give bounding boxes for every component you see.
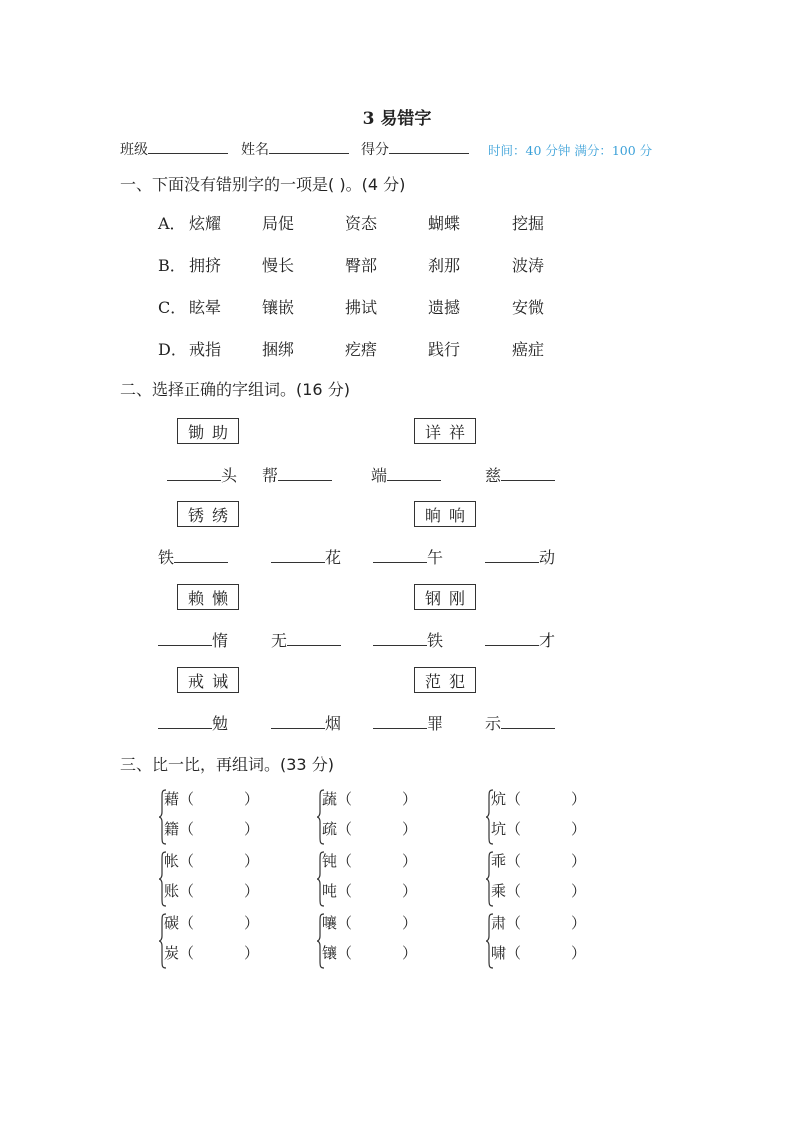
paren-open[interactable]: （ bbox=[337, 914, 353, 932]
option-word: 慢长 bbox=[262, 256, 295, 275]
name-blank[interactable] bbox=[269, 139, 349, 154]
choice-char: 锈 bbox=[187, 505, 204, 525]
pair-char: 钝 bbox=[322, 852, 338, 870]
pair-char: 籍 bbox=[164, 820, 180, 838]
option-label: D． bbox=[158, 340, 187, 359]
paren-close[interactable]: ） bbox=[571, 820, 587, 838]
choice-char: 钢 bbox=[424, 588, 441, 608]
class-blank[interactable] bbox=[148, 139, 228, 154]
fill-char: 铁 bbox=[158, 548, 175, 567]
paren-open[interactable]: （ bbox=[179, 852, 195, 870]
fill-blank[interactable] bbox=[373, 546, 427, 563]
option-word: 挖掘 bbox=[512, 214, 545, 233]
fill-char: 慈 bbox=[485, 466, 502, 485]
char-choice-box bbox=[414, 667, 476, 693]
fill-blank[interactable] bbox=[287, 629, 341, 646]
choice-char: 刚 bbox=[448, 588, 465, 608]
char-choice-box bbox=[177, 418, 239, 444]
paren-open[interactable]: （ bbox=[337, 944, 353, 962]
paren-open[interactable]: （ bbox=[179, 944, 195, 962]
pair-char: 肃 bbox=[491, 914, 507, 932]
paren-close[interactable]: ） bbox=[402, 790, 418, 808]
fill-blank[interactable] bbox=[373, 629, 427, 646]
option-word: 波涛 bbox=[512, 256, 545, 275]
paren-open[interactable]: （ bbox=[179, 882, 195, 900]
pair-line bbox=[164, 818, 259, 839]
fill-blank[interactable] bbox=[167, 464, 221, 481]
compare-pair bbox=[485, 850, 605, 910]
fill-item bbox=[158, 711, 228, 734]
choice-char: 锄 bbox=[187, 422, 204, 442]
option-word: 践行 bbox=[428, 340, 461, 359]
choice-char: 祥 bbox=[448, 422, 465, 442]
option-label: B． bbox=[158, 256, 186, 275]
option-word: 捆绑 bbox=[262, 340, 295, 359]
option-word: 癌症 bbox=[512, 340, 545, 359]
paren-close[interactable]: ） bbox=[571, 790, 587, 808]
fill-char: 端 bbox=[371, 466, 388, 485]
score-blank[interactable] bbox=[389, 139, 469, 154]
fill-item bbox=[262, 463, 332, 486]
option-word: 蝴蝶 bbox=[428, 214, 461, 233]
fill-item bbox=[485, 711, 555, 734]
fill-char: 烟 bbox=[325, 714, 342, 733]
name-field bbox=[241, 139, 349, 159]
paren-close[interactable]: ） bbox=[571, 852, 587, 870]
fill-char: 示 bbox=[485, 714, 502, 733]
fill-blank[interactable] bbox=[158, 712, 212, 729]
option-word: 局促 bbox=[262, 214, 295, 233]
compare-pair bbox=[316, 788, 436, 848]
pair-char: 乘 bbox=[491, 882, 507, 900]
fill-blank[interactable] bbox=[158, 629, 212, 646]
fill-char: 无 bbox=[271, 631, 288, 650]
pair-line bbox=[322, 912, 417, 933]
paren-open[interactable]: （ bbox=[506, 790, 522, 808]
pair-char: 嚷 bbox=[322, 914, 338, 932]
pair-line bbox=[322, 880, 417, 901]
fill-blank[interactable] bbox=[485, 546, 539, 563]
pair-line bbox=[491, 788, 586, 809]
fill-char: 午 bbox=[427, 548, 444, 567]
pair-line bbox=[491, 880, 586, 901]
fill-item bbox=[158, 545, 228, 568]
paren-close[interactable]: ） bbox=[244, 820, 260, 838]
paren-open[interactable]: （ bbox=[506, 820, 522, 838]
fill-blank[interactable] bbox=[174, 546, 228, 563]
paren-open[interactable]: （ bbox=[337, 790, 353, 808]
option-word: 镶嵌 bbox=[262, 298, 295, 317]
fill-blank[interactable] bbox=[373, 712, 427, 729]
fill-item bbox=[373, 545, 443, 568]
pair-line bbox=[322, 818, 417, 839]
compare-pair bbox=[316, 850, 436, 910]
pair-char: 啸 bbox=[491, 944, 507, 962]
char-choice-box bbox=[414, 501, 476, 527]
paren-close[interactable]: ） bbox=[402, 852, 418, 870]
fill-blank[interactable] bbox=[271, 712, 325, 729]
fill-char: 动 bbox=[539, 548, 556, 567]
fill-char: 头 bbox=[221, 466, 238, 485]
option-word: 疙瘩 bbox=[345, 340, 378, 359]
fill-blank[interactable] bbox=[278, 464, 332, 481]
option-word: 眩晕 bbox=[189, 298, 222, 317]
fill-item bbox=[485, 463, 555, 486]
compare-pair bbox=[158, 788, 278, 848]
pair-char: 蔬 bbox=[322, 790, 338, 808]
pair-line bbox=[322, 850, 417, 871]
score-label: 得分 bbox=[361, 142, 389, 158]
compare-pair bbox=[485, 912, 605, 972]
char-choice-box bbox=[414, 418, 476, 444]
fill-char: 勉 bbox=[212, 714, 229, 733]
paren-close[interactable]: ） bbox=[244, 944, 260, 962]
paren-close[interactable]: ） bbox=[571, 944, 587, 962]
option-word: 遗撼 bbox=[428, 298, 461, 317]
paren-open[interactable]: （ bbox=[337, 882, 353, 900]
fill-blank[interactable] bbox=[271, 546, 325, 563]
option-word: 臀部 bbox=[345, 256, 378, 275]
choice-char: 晌 bbox=[424, 505, 441, 525]
paren-open[interactable]: （ bbox=[506, 852, 522, 870]
pair-line bbox=[491, 912, 586, 933]
fill-char: 才 bbox=[539, 631, 556, 650]
paren-close[interactable]: ） bbox=[402, 882, 418, 900]
fill-blank[interactable] bbox=[485, 629, 539, 646]
pair-char: 坑 bbox=[491, 820, 507, 838]
paren-close[interactable]: ） bbox=[244, 852, 260, 870]
fill-char: 花 bbox=[325, 548, 342, 567]
pair-char: 疏 bbox=[322, 820, 338, 838]
pair-char: 账 bbox=[164, 882, 180, 900]
pair-char: 藉 bbox=[164, 790, 180, 808]
choice-char: 响 bbox=[448, 505, 465, 525]
paren-close[interactable]: ） bbox=[244, 790, 260, 808]
paren-close[interactable]: ） bbox=[402, 820, 418, 838]
pair-line bbox=[164, 880, 259, 901]
paren-close[interactable]: ） bbox=[244, 914, 260, 932]
choice-char: 懒 bbox=[211, 588, 228, 608]
char-choice-box bbox=[177, 667, 239, 693]
choice-char: 详 bbox=[424, 422, 441, 442]
choice-char: 绣 bbox=[211, 505, 228, 525]
fill-item bbox=[485, 545, 555, 568]
pair-char: 镶 bbox=[322, 944, 338, 962]
paren-close[interactable]: ） bbox=[244, 882, 260, 900]
paren-close[interactable]: ） bbox=[402, 944, 418, 962]
section1-heading: 一、下面没有错别字的一项是( )。(4 分) bbox=[120, 175, 406, 194]
fill-item bbox=[271, 711, 341, 734]
pair-line bbox=[491, 850, 586, 871]
fill-item bbox=[373, 628, 443, 651]
char-choice-box bbox=[177, 501, 239, 527]
pair-line bbox=[491, 942, 586, 963]
choice-char: 范 bbox=[424, 671, 441, 691]
pair-line bbox=[491, 818, 586, 839]
score-field bbox=[361, 139, 469, 159]
fill-blank[interactable] bbox=[501, 712, 555, 729]
paren-open[interactable]: （ bbox=[179, 820, 195, 838]
paren-close[interactable]: ） bbox=[402, 914, 418, 932]
choice-char: 赖 bbox=[187, 588, 204, 608]
fill-item bbox=[167, 463, 237, 486]
pair-line bbox=[164, 788, 259, 809]
paren-open[interactable]: （ bbox=[506, 914, 522, 932]
paren-open[interactable]: （ bbox=[179, 914, 195, 932]
fill-char: 罪 bbox=[427, 714, 444, 733]
option-word: 戒指 bbox=[189, 340, 222, 359]
fill-blank[interactable] bbox=[501, 464, 555, 481]
fill-item bbox=[485, 628, 555, 651]
pair-char: 碳 bbox=[164, 914, 180, 932]
pair-char: 帐 bbox=[164, 852, 180, 870]
section2-heading: 二、选择正确的字组词。(16 分) bbox=[120, 380, 350, 399]
char-choice-box bbox=[414, 584, 476, 610]
option-word: 安微 bbox=[512, 298, 545, 317]
pair-line bbox=[164, 912, 259, 933]
fill-item bbox=[371, 463, 441, 486]
fill-item bbox=[373, 711, 443, 734]
name-label: 姓名 bbox=[241, 142, 269, 158]
option-word: 刹那 bbox=[428, 256, 461, 275]
paren-open[interactable]: （ bbox=[337, 852, 353, 870]
fill-item bbox=[271, 545, 341, 568]
choice-char: 诫 bbox=[211, 671, 228, 691]
paren-open[interactable]: （ bbox=[506, 944, 522, 962]
paren-open[interactable]: （ bbox=[337, 820, 353, 838]
choice-char: 戒 bbox=[187, 671, 204, 691]
fill-char: 惰 bbox=[212, 631, 229, 650]
fill-item bbox=[158, 628, 228, 651]
choice-char: 犯 bbox=[448, 671, 465, 691]
char-choice-box bbox=[177, 584, 239, 610]
option-word: 拂试 bbox=[345, 298, 378, 317]
paren-open[interactable]: （ bbox=[179, 790, 195, 808]
time-info: 时间：40 分钟 满分：100 分 bbox=[488, 143, 653, 158]
fill-item bbox=[271, 628, 341, 651]
page-title: 3 易错字 bbox=[362, 109, 432, 129]
fill-blank[interactable] bbox=[387, 464, 441, 481]
class-label: 班级 bbox=[120, 142, 148, 158]
pair-line bbox=[322, 942, 417, 963]
option-label: A． bbox=[158, 214, 186, 233]
pair-line bbox=[164, 942, 259, 963]
fill-char: 帮 bbox=[262, 466, 279, 485]
option-label: C． bbox=[158, 298, 187, 317]
fill-char: 铁 bbox=[427, 631, 444, 650]
paren-open[interactable]: （ bbox=[506, 882, 522, 900]
pair-char: 炕 bbox=[491, 790, 507, 808]
pair-char: 乖 bbox=[491, 852, 507, 870]
section3-heading: 三、比一比，再组词。(33 分) bbox=[120, 755, 334, 774]
compare-pair bbox=[485, 788, 605, 848]
pair-char: 吨 bbox=[322, 882, 338, 900]
pair-char: 炭 bbox=[164, 944, 180, 962]
option-word: 炫耀 bbox=[189, 214, 222, 233]
compare-pair bbox=[158, 912, 278, 972]
paren-close[interactable]: ） bbox=[571, 882, 587, 900]
paren-close[interactable]: ） bbox=[571, 914, 587, 932]
compare-pair bbox=[316, 912, 436, 972]
class-field bbox=[120, 139, 228, 159]
choice-char: 助 bbox=[211, 422, 228, 442]
option-word: 资态 bbox=[345, 214, 378, 233]
option-word: 拥挤 bbox=[189, 256, 222, 275]
pair-line bbox=[164, 850, 259, 871]
pair-line bbox=[322, 788, 417, 809]
compare-pair bbox=[158, 850, 278, 910]
